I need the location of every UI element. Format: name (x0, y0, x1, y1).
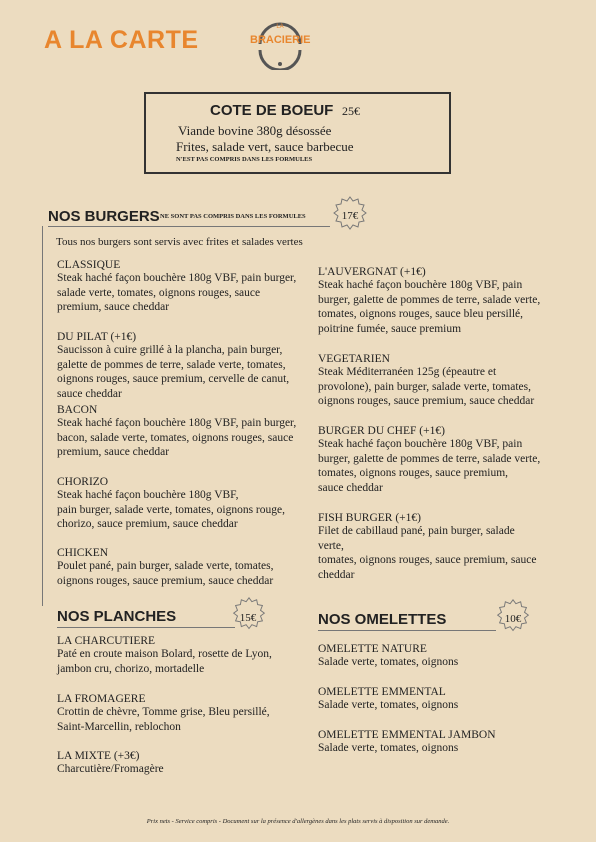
menu-item-name: OMELETTE NATURE (318, 643, 427, 655)
cote-de-boeuf-box (144, 92, 451, 174)
menu-item (57, 635, 297, 676)
logo-la: LA (276, 24, 284, 30)
menu-item-name: FISH BURGER (+1€) (318, 512, 421, 524)
menu-item (57, 547, 313, 588)
menu-item (318, 512, 558, 582)
menu-item-description: Filet de cabillaud pané, pain burger, salade verte, tomates, oignons rouges, sauce premium, sauce cheddar (318, 525, 537, 581)
burgers-price: 17€ (341, 210, 359, 222)
menu-item (57, 404, 313, 460)
cote-line-1: Viande bovine 380g désossée (178, 123, 332, 138)
menu-item (57, 693, 297, 734)
menu-item-name: OMELETTE EMMENTAL JAMBON (318, 729, 496, 741)
menu-item-description: Steak haché façon bouchère 180g VBF, pain burger, bacon, salade verte, tomates, oignons rouges, sauce premium, sauce cheddar (57, 417, 297, 458)
menu-item (57, 259, 313, 315)
menu-item-description: Steak Méditerranéen 125g (épeautre et provolone), pain burger, salade verte, tomates, oignons rouges, sauce premium, sauce cheddar (318, 366, 535, 407)
omelettes-rule (318, 630, 496, 631)
logo-name: BRACIERIE (250, 34, 311, 46)
menu-item (57, 750, 297, 777)
planches-rule (57, 627, 235, 628)
page-title: A LA CARTE (44, 26, 199, 54)
menu-item (318, 266, 558, 336)
burgers-note: NE SONT PAS COMPRIS DANS LES FORMULES (160, 213, 306, 220)
menu-item (318, 425, 558, 495)
menu-item-name: LA CHARCUTIERE (57, 635, 156, 647)
menu-item (318, 729, 558, 756)
menu-item (57, 476, 313, 532)
menu-item-description: Paté en croute maison Bolard, rosette de Lyon, jambon cru, chorizo, mortadelle (57, 648, 272, 675)
burgers-rule (48, 226, 330, 227)
menu-item (318, 353, 558, 409)
menu-item-description: Steak haché façon bouchère 180g VBF, pain burger, galette de pommes de terre, salade verte, tomates, oignons rouges, sauce premium, sauce cheddar (318, 438, 541, 494)
menu-item (318, 643, 558, 670)
menu-item-name: CHICKEN (57, 547, 109, 559)
planches-title: NOS PLANCHES (57, 608, 177, 625)
menu-item-name: DU PILAT (+1€) (57, 331, 137, 343)
menu-item-description: Steak haché façon bouchère 180g VBF, pain burger, salade verte, tomates, oignons rouge, chorizo, sauce premium, sauce cheddar (57, 489, 285, 530)
menu-item-description: Steak haché façon bouchère 180g VBF, pain burger, galette de pommes de terre, salade verte, tomates, oignons rouges, sauce bleu persillé, poitrine fumée, sauce premium (318, 279, 541, 335)
burgers-side-rule (42, 226, 43, 606)
menu-item-name: CLASSIQUE (57, 259, 121, 271)
menu-item-name: OMELETTE EMMENTAL (318, 686, 446, 698)
cote-price: 25€ (342, 104, 360, 118)
menu-item-description: Charcutière/Fromagère (57, 763, 164, 775)
planches-price: 15€ (239, 612, 257, 624)
burgers-intro: Tous nos burgers sont servis avec frites et salades vertes (56, 236, 303, 248)
menu-item-name: LA FROMAGERE (57, 693, 146, 705)
footer-note: Prix nets - Service compris - Document sur la présence d'allergènes dans les plats servis à disposition sur demande. (146, 818, 450, 825)
logo (250, 20, 310, 70)
menu-item-description: Saucisson à cuire grillé à la plancha, pain burger, galette de pommes de terre, salade verte, tomates, oignons rouges, sauce premium, cervelle de canut, sauce cheddar (57, 344, 290, 400)
cote-title: COTE DE BOEUF (210, 102, 334, 119)
menu-item (318, 686, 558, 713)
menu-item-description: Salade verte, tomates, oignons (318, 742, 459, 754)
menu-item-name: VEGETARIEN (318, 353, 390, 365)
menu-item-description: Crottin de chèvre, Tomme grise, Bleu persillé, Saint-Marcellin, reblochon (57, 706, 270, 733)
burgers-title: NOS BURGERS (48, 208, 160, 225)
menu-item-description: Poulet pané, pain burger, salade verte, tomates, oignons rouges, sauce premium, sauce cheddar (57, 560, 274, 587)
menu-item-name: CHORIZO (57, 476, 109, 488)
cote-note: N'EST PAS COMPRIS DANS LES FORMULES (176, 156, 313, 163)
menu-item-name: BACON (57, 404, 98, 416)
omelettes-price: 10€ (504, 613, 522, 625)
omelettes-title: NOS OMELETTES (318, 611, 447, 628)
menu-item-description: Steak haché façon bouchère 180g VBF, pain burger, salade verte, tomates, oignons rouges, sauce premium, sauce cheddar (57, 272, 297, 313)
menu-item-description: Salade verte, tomates, oignons (318, 699, 459, 711)
menu-item (57, 331, 313, 401)
cote-line-2: Frites, salade vert, sauce barbecue (176, 139, 354, 154)
menu-item-name: L'AUVERGNAT (+1€) (318, 266, 426, 278)
menu-item-description: Salade verte, tomates, oignons (318, 656, 459, 668)
menu-item-name: LA MIXTE (+3€) (57, 750, 140, 762)
menu-item-name: BURGER DU CHEF (+1€) (318, 425, 445, 437)
